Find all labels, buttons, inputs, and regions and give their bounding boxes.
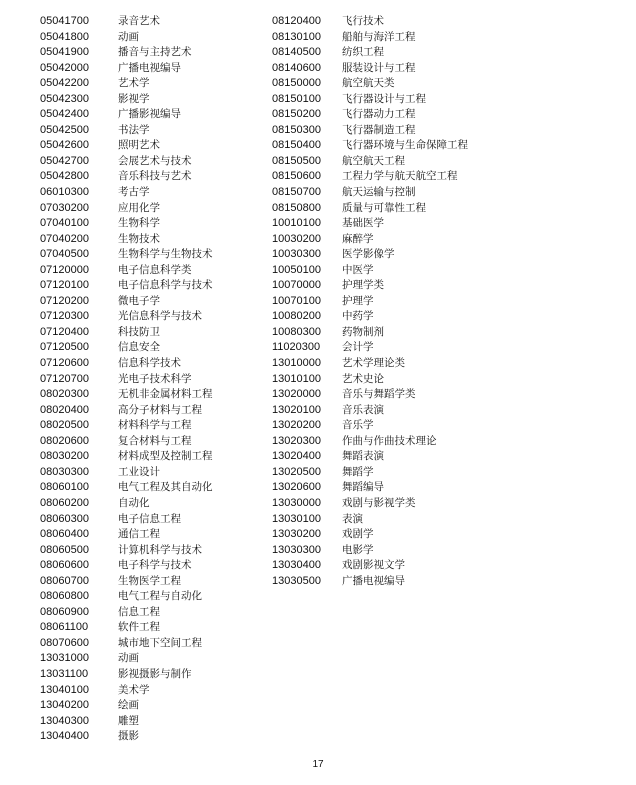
major-name: 播音与主持艺术 [118,46,192,59]
major-code: 08120400 [272,15,321,27]
major-name: 电子科学与技术 [118,559,192,572]
list-item [40,138,280,154]
major-code: 08060500 [40,543,89,556]
list-item [40,418,280,434]
major-name: 飞行器制造工程 [342,123,416,136]
major-name: 广播电视编导 [118,61,181,74]
list-item [272,92,522,108]
major-name: 影视学 [118,92,150,105]
list-item [40,216,280,232]
major-name: 航空航天类 [342,77,395,90]
list-item [40,278,280,294]
major-code: 13020100 [272,403,321,416]
major-name: 服装设计与工程 [342,61,416,74]
list-item [272,496,522,512]
major-code: 10080200 [272,310,321,323]
list-item [272,527,522,543]
major-name: 微电子学 [118,294,160,307]
major-code: 08070600 [40,636,89,649]
major-name: 无机非金属材料工程 [118,388,213,401]
major-code: 10030300 [272,248,321,261]
list-item [40,589,280,605]
list-item [40,434,280,450]
major-name: 工程力学与航天航空工程 [342,170,458,183]
major-code: 13040400 [40,730,89,743]
major-code: 13010100 [272,372,321,385]
list-item [272,325,522,341]
list-item [40,76,280,92]
major-name: 工业设计 [118,465,160,478]
list-item [272,232,522,248]
major-name: 城市地下空间工程 [118,636,202,649]
major-code: 10070100 [272,294,321,307]
major-code: 08140600 [272,61,321,74]
major-code: 05042200 [40,77,89,90]
major-code: 08150200 [272,108,321,121]
list-item [40,403,280,419]
major-code: 10010100 [272,217,321,230]
major-name: 音乐表演 [342,403,384,416]
list-item [40,201,280,217]
major-name: 电影学 [342,543,374,556]
list-item [40,154,280,170]
major-name: 麻醉学 [342,232,374,245]
major-name: 艺术学 [118,77,150,90]
major-code: 08060800 [40,590,89,603]
major-code: 08020600 [40,434,89,447]
major-name: 飞行技术 [342,15,384,27]
major-code: 13030100 [272,512,321,525]
major-code: 07120500 [40,341,89,354]
major-name: 电气工程与自动化 [118,590,202,603]
list-item [272,418,522,434]
list-item [40,651,280,667]
major-name: 电子信息科学类 [118,263,192,276]
list-item [40,340,280,356]
list-item [40,667,280,683]
major-code: 08060900 [40,605,89,618]
major-code: 08020300 [40,388,89,401]
major-code: 06010300 [40,186,89,199]
major-name: 摄影 [118,730,139,743]
major-code: 08060300 [40,512,89,525]
major-code: 13040100 [40,683,89,696]
major-name: 戏剧学 [342,528,374,541]
major-name: 药物制剂 [342,325,384,338]
major-name: 生物技术 [118,232,160,245]
right-column [272,14,522,589]
major-code: 13010000 [272,357,321,370]
major-code: 07120600 [40,357,89,370]
list-item [272,543,522,559]
list-item [40,574,280,590]
list-item [272,480,522,496]
major-name: 美术学 [118,683,150,696]
list-item [272,123,522,139]
major-name: 自动化 [118,496,150,509]
major-name: 航空航天工程 [342,154,405,167]
major-code: 07030200 [40,201,89,214]
major-name: 高分子材料与工程 [118,403,202,416]
major-code: 05042400 [40,108,89,121]
major-code: 07040100 [40,217,89,230]
major-code: 13040300 [40,714,89,727]
major-name: 基础医学 [342,217,384,230]
list-item [272,356,522,372]
major-name: 广播电视编导 [342,574,405,587]
major-code: 11020300 [272,341,321,354]
major-name: 飞行器动力工程 [342,108,416,121]
major-code: 08061100 [40,621,89,634]
major-name: 中医学 [342,263,374,276]
list-item [272,185,522,201]
major-code: 07040500 [40,248,89,261]
major-code: 08150300 [272,123,321,136]
major-code: 08020500 [40,419,89,432]
list-item [272,263,522,279]
major-name: 材料科学与工程 [118,419,192,432]
list-item [40,558,280,574]
list-item [272,107,522,123]
list-item [40,30,280,46]
major-name: 信息科学技术 [118,357,181,370]
list-item [40,247,280,263]
major-name: 会计学 [342,341,374,354]
major-code: 07120700 [40,372,89,385]
list-item [40,698,280,714]
major-name: 音乐学 [342,419,374,432]
list-item [40,263,280,279]
major-name: 艺术学理论类 [342,357,405,370]
major-code: 13031100 [40,667,89,680]
major-code: 13020400 [272,450,321,463]
major-name: 动画 [118,30,139,43]
major-name: 中药学 [342,310,374,323]
list-item [40,512,280,528]
major-code: 05041800 [40,30,89,43]
major-name: 录音艺术 [118,15,160,27]
list-item [40,636,280,652]
list-item [272,14,522,30]
major-code: 08130100 [272,30,321,43]
left-column [40,14,280,745]
major-code: 08060700 [40,574,89,587]
list-item [272,169,522,185]
list-item [272,309,522,325]
list-item [272,340,522,356]
major-code: 05042800 [40,170,89,183]
major-name: 影视摄影与制作 [118,667,192,680]
major-code: 08150800 [272,201,321,214]
list-item [40,123,280,139]
major-code: 08060600 [40,559,89,572]
list-item [272,216,522,232]
major-code: 07040200 [40,232,89,245]
major-name: 飞行器环境与生命保障工程 [342,139,468,152]
major-code: 07120000 [40,263,89,276]
major-name: 舞蹈表演 [342,450,384,463]
major-code: 08150600 [272,170,321,183]
major-code: 08020400 [40,403,89,416]
major-name: 医学影像学 [342,248,395,261]
major-name: 书法学 [118,123,150,136]
major-code: 13020600 [272,481,321,494]
major-code: 13030500 [272,574,321,587]
major-code: 13040200 [40,699,89,712]
major-code: 13020300 [272,434,321,447]
major-name: 纺织工程 [342,46,384,59]
major-name: 信息安全 [118,341,160,354]
major-name: 生物科学与生物技术 [118,248,213,261]
major-code: 08060400 [40,528,89,541]
list-item [40,527,280,543]
list-item [40,683,280,699]
major-name: 生物医学工程 [118,574,181,587]
major-name: 复合材料与工程 [118,434,192,447]
list-item [272,45,522,61]
list-item [40,169,280,185]
major-code: 13030400 [272,559,321,572]
major-name: 材料成型及控制工程 [118,450,213,463]
major-name: 信息工程 [118,605,160,618]
major-code: 08140500 [272,46,321,59]
major-name: 通信工程 [118,528,160,541]
major-name: 绘画 [118,699,139,712]
major-code: 07120400 [40,325,89,338]
list-item [272,278,522,294]
major-code: 05042300 [40,92,89,105]
list-item [40,543,280,559]
major-code: 13031000 [40,652,89,665]
list-item [40,92,280,108]
major-code: 05041900 [40,46,89,59]
major-code: 13030000 [272,496,321,509]
major-code: 05041700 [40,15,89,27]
major-name: 生物科学 [118,217,160,230]
list-item [40,325,280,341]
major-code: 13020500 [272,465,321,478]
list-item [40,232,280,248]
major-code: 08150500 [272,154,321,167]
major-code: 13030200 [272,528,321,541]
list-item [40,465,280,481]
major-name: 光信息科学与技术 [118,310,202,323]
list-item [40,605,280,621]
major-name: 电子信息科学与技术 [118,279,213,292]
major-code: 13020000 [272,388,321,401]
list-item [272,465,522,481]
major-name: 动画 [118,652,139,665]
list-item [40,356,280,372]
major-name: 软件工程 [118,621,160,634]
major-code: 10030200 [272,232,321,245]
major-name: 作曲与作曲技术理论 [342,434,437,447]
list-item [40,729,280,745]
list-item [40,294,280,310]
list-item [272,449,522,465]
major-code: 10080300 [272,325,321,338]
major-code: 08150000 [272,77,321,90]
major-name: 戏剧影视文学 [342,559,405,572]
list-item [40,45,280,61]
major-name: 应用化学 [118,201,160,214]
major-name: 雕塑 [118,714,139,727]
list-item [272,247,522,263]
major-name: 舞蹈学 [342,465,374,478]
major-code: 07120300 [40,310,89,323]
major-name: 表演 [342,512,363,525]
major-name: 光电子技术科学 [118,372,192,385]
major-name: 舞蹈编导 [342,481,384,494]
list-item [272,201,522,217]
list-item [272,61,522,77]
major-code: 08150700 [272,186,321,199]
list-item [40,309,280,325]
major-code: 08060200 [40,496,89,509]
major-code: 08030300 [40,465,89,478]
major-name: 广播影视编导 [118,108,181,121]
major-code: 07120200 [40,294,89,307]
major-code: 08150100 [272,92,321,105]
list-item [272,294,522,310]
list-item [272,76,522,92]
list-item [40,61,280,77]
list-item [40,107,280,123]
major-name: 航天运输与控制 [342,186,416,199]
list-item [40,185,280,201]
list-item [272,403,522,419]
major-name: 电气工程及其自动化 [118,481,213,494]
list-item [272,512,522,528]
major-name: 戏剧与影视学类 [342,496,416,509]
major-name: 音乐与舞蹈学类 [342,388,416,401]
major-code: 10050100 [272,263,321,276]
list-item [40,449,280,465]
major-code: 13030300 [272,543,321,556]
major-name: 质量与可靠性工程 [342,201,426,214]
major-code: 07120100 [40,279,89,292]
major-code: 05042000 [40,61,89,74]
major-name: 艺术史论 [342,372,384,385]
major-code: 13020200 [272,419,321,432]
list-item [40,387,280,403]
list-item [40,372,280,388]
list-item [40,14,280,30]
major-name: 护理学 [342,294,374,307]
list-item [272,558,522,574]
major-name: 考古学 [118,186,150,199]
major-code: 05042600 [40,139,89,152]
list-item [272,30,522,46]
list-item [272,387,522,403]
list-item [40,496,280,512]
page-number: 17 [312,759,324,770]
list-item [40,620,280,636]
major-code: 08060100 [40,481,89,494]
list-item [272,154,522,170]
list-item [272,138,522,154]
list-item [40,480,280,496]
major-name: 护理学类 [342,279,384,292]
major-code: 08030200 [40,450,89,463]
major-name: 船舶与海洋工程 [342,30,416,43]
list-item [272,372,522,388]
major-code: 05042500 [40,123,89,136]
major-code: 10070000 [272,279,321,292]
major-name: 科技防卫 [118,325,160,338]
major-name: 飞行器设计与工程 [342,92,426,105]
list-item [272,574,522,590]
major-name: 会展艺术与技术 [118,154,192,167]
list-item [40,714,280,730]
major-name: 照明艺术 [118,139,160,152]
list-item [272,434,522,450]
major-name: 音乐科技与艺术 [118,170,192,183]
major-code: 08150400 [272,139,321,152]
major-name: 电子信息工程 [118,512,181,525]
major-name: 计算机科学与技术 [118,543,202,556]
major-code: 05042700 [40,154,89,167]
